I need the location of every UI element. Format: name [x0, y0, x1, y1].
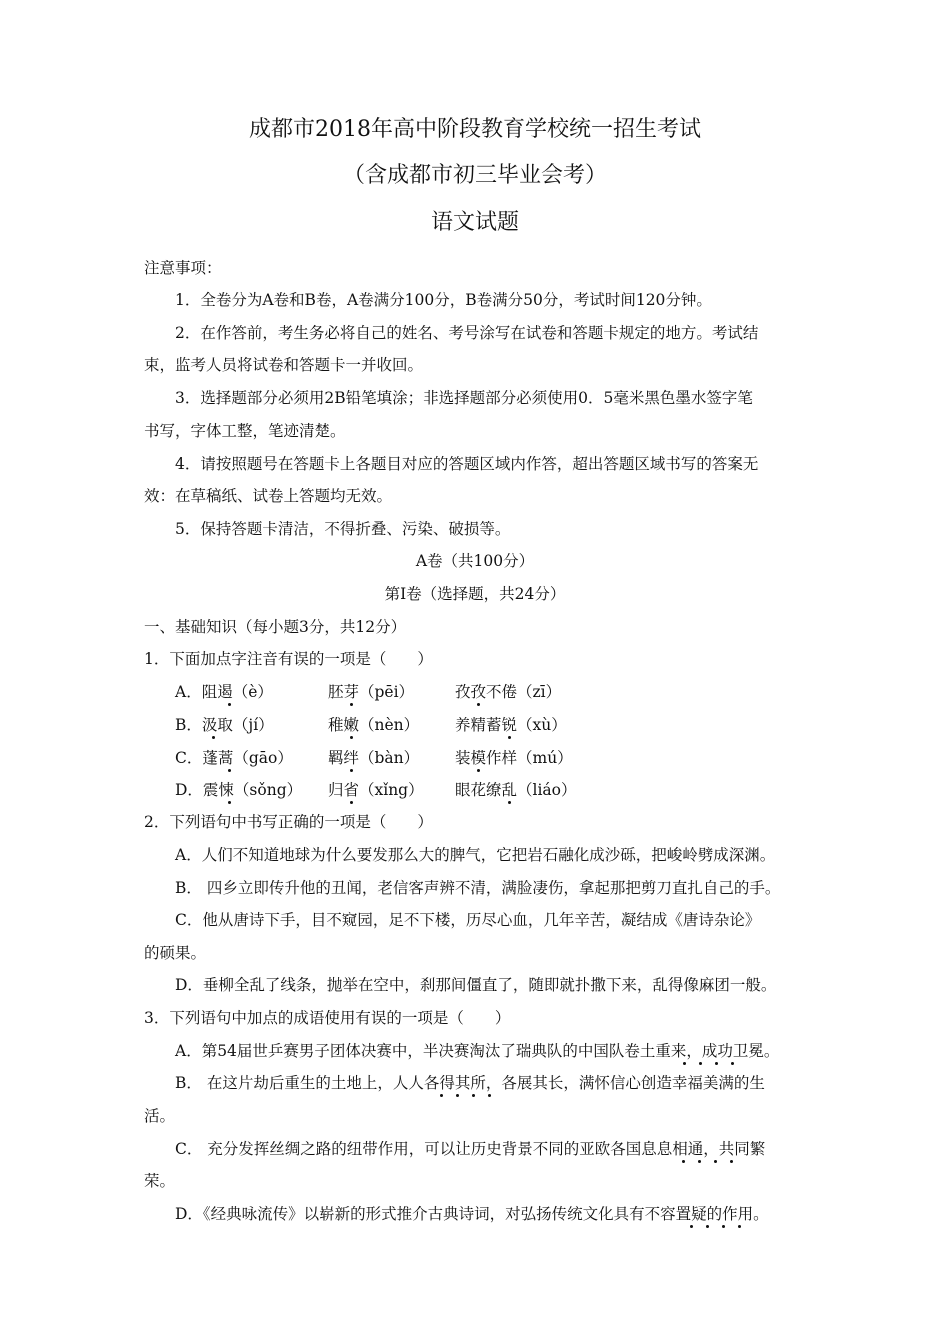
note-5: 5．保持答题卡清洁，不得折叠、污染、破损等。 [175, 520, 511, 538]
emphasis-dot [722, 1225, 725, 1228]
emphasis-dot [715, 1062, 718, 1065]
q2-option-d: D．垂柳全乱了线条，抛举在空中，刹那间僵直了，随即就扑撒下来，乱得像麻团一般。 [175, 976, 777, 994]
q3-option-a: A．第54届世乒赛男子团体决赛中，半决赛淘汰了瑞典队的中国队卷土重来，成功卫冕。 [175, 1042, 780, 1060]
q2-option-c-line-2: 的硕果。 [144, 944, 207, 962]
emphasis-dot [690, 1225, 693, 1228]
emphasis-dot [228, 801, 231, 804]
a-paper-heading: A卷（共100分） [415, 552, 535, 570]
note-3-line-2: 书写，字体工整，笔迹清楚。 [144, 422, 346, 440]
q1-option-d-2: 归省（xǐng） [328, 781, 424, 799]
emphasis-dot [699, 1062, 702, 1065]
part-1-heading: 第Ⅰ卷（选择题，共24分） [384, 585, 566, 603]
q3-option-b-line-1: B． 在这片劫后重生的土地上，人人各得其所，各展其长，满怀信心创造幸福美满的生 [175, 1074, 765, 1092]
q3-option-c-line-1: C． 充分发挥丝绸之路的纽带作用，可以让历史背景不同的亚欧各国息息相通，共同繁 [175, 1140, 766, 1158]
q3-option-d: D．《经典咏流传》以崭新的形式推介古典诗词，对弘扬传统文化具有不容置疑的作用。 [175, 1205, 769, 1223]
emphasis-dot [350, 736, 353, 739]
emphasis-dot [714, 1160, 717, 1163]
q2-option-c-line-1: C．他从唐诗下手，目不窥园，足不下楼，历尽心血，几年辛苦，凝结成《唐诗杂论》 [175, 911, 761, 929]
emphasis-dot [228, 769, 231, 772]
exam-subtitle: （含成都市初三毕业会考） [342, 163, 607, 188]
q1-option-c-1: C．蓬蒿（gāo） [175, 749, 293, 767]
subject-title: 语文试题 [430, 210, 519, 235]
emphasis-dot [738, 1225, 741, 1228]
emphasis-dot [212, 736, 215, 739]
q1-option-d-3: 眼花缭乱（liáo） [455, 781, 577, 799]
emphasis-dot [706, 1225, 709, 1228]
exam-title: 成都市2018年高中阶段教育学校统一招生考试 [249, 117, 701, 142]
emphasis-dot [683, 1062, 686, 1065]
emphasis-dot [698, 1160, 701, 1163]
note-2-line-2: 束，监考人员将试卷和答题卡一并收回。 [144, 356, 424, 374]
emphasis-dot [477, 769, 480, 772]
note-1: 1．全卷分为A卷和B卷，A卷满分100分，B卷满分50分，考试时间120分钟。 [175, 291, 712, 309]
emphasis-dot [508, 801, 511, 804]
emphasis-dot [350, 769, 353, 772]
emphasis-dot [228, 703, 231, 706]
notes-heading: 注意事项： [144, 259, 222, 277]
basic-knowledge-heading: 一、基础知识（每小题3分，共12分） [144, 618, 407, 636]
q1-option-a-1: A．阻遏（è） [175, 683, 273, 701]
emphasis-dot [508, 736, 511, 739]
question-3-stem: 3．下列语句中加点的成语使用有误的一项是（ ） [144, 1009, 511, 1027]
q1-option-b-2: 稚嫩（nèn） [328, 716, 420, 734]
q1-option-b-1: B．汲取（jí） [175, 716, 274, 734]
emphasis-dot [472, 1094, 475, 1097]
question-1-stem: 1．下面加点字注音有误的一项是（ ） [144, 650, 433, 668]
q1-option-c-3: 装模作样（mú） [455, 749, 573, 767]
emphasis-dot [440, 1094, 443, 1097]
q3-option-c-line-2: 荣。 [144, 1172, 176, 1190]
q2-option-a: A．人们不知道地球为什么要发那么大的脾气，它把岩石融化成沙砾，把峻岭劈成深渊。 [175, 846, 776, 864]
q1-option-a-3: 孜孜不倦（zī） [455, 683, 562, 701]
q1-option-c-2: 羁绊（bàn） [328, 749, 420, 767]
emphasis-dot [731, 1062, 734, 1065]
note-3-line-1: 3．选择题部分必须用2B铅笔填涂；非选择题部分必须使用0．5毫米黑色墨水签字笔 [175, 389, 753, 407]
emphasis-dot [488, 1094, 491, 1097]
note-4-line-1: 4．请按照题号在答题卡上各题目对应的答题区域内作答，超出答题区域书写的答案无 [175, 455, 759, 473]
q3-option-b-line-2: 活。 [144, 1107, 176, 1125]
note-2-line-1: 2．在作答前，考生务必将自己的姓名、考号涂写在试卷和答题卡规定的地方。考试结 [175, 324, 759, 342]
q1-option-b-3: 养精蓄锐（xù） [455, 716, 567, 734]
note-4-line-2: 效：在草稿纸、试卷上答题均无效。 [144, 487, 393, 505]
emphasis-dot [730, 1160, 733, 1163]
emphasis-dot [682, 1160, 685, 1163]
question-2-stem: 2．下列语句中书写正确的一项是（ ） [144, 813, 433, 831]
q1-option-d-1: D．震悚（sǒng） [175, 781, 303, 799]
emphasis-dot [350, 703, 353, 706]
q1-option-a-2: 胚芽（pēi） [328, 683, 415, 701]
emphasis-dot [477, 703, 480, 706]
emphasis-dot [350, 801, 353, 804]
q2-option-b: B． 四乡立即传升他的丑闻，老信客声辨不清，满脸凄伤，拿起那把剪刀直扎自己的手。 [175, 879, 781, 897]
emphasis-dot [456, 1094, 459, 1097]
